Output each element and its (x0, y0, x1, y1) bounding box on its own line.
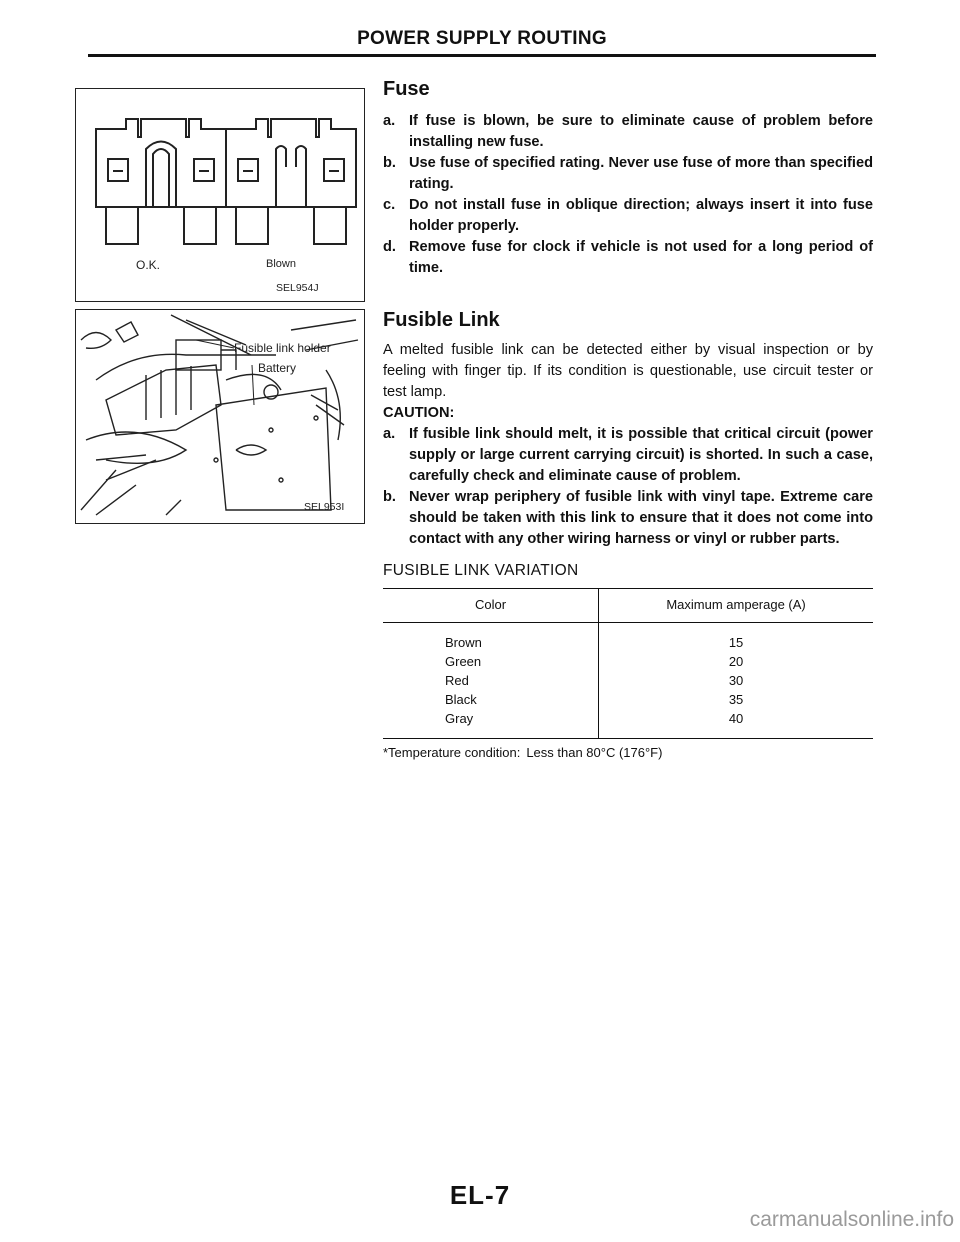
fusible-link-illustration (76, 310, 364, 523)
fuse-figure (75, 88, 365, 302)
fuse-figure-code: SEL954J (276, 282, 319, 294)
caution-label: CAUTION: (383, 405, 455, 421)
caution-item-a (383, 424, 873, 487)
link-figure-code: SEL953I (304, 501, 345, 513)
caution-item-b (383, 487, 873, 550)
list-marker: b. (383, 489, 396, 505)
fuse-item-a (383, 111, 873, 153)
fuse-item-c (383, 195, 873, 237)
fuse-illustration (76, 89, 364, 301)
list-item-text: If fusible link should melt, it is possible that critical circuit (power supply or large current carrying circuit) is shorted. In such a case, carefully check and eliminate cause of problem. (409, 426, 873, 484)
fuse-heading: Fuse (383, 78, 430, 100)
column-header-amperage: Maximum amperage (A) (599, 589, 873, 623)
fusible-link-figure (75, 309, 365, 524)
list-item-text: Use fuse of specified rating. Never use fuse of more than specified rating. (409, 155, 873, 192)
fuse-label-blown: Blown (266, 258, 296, 270)
header-rule (88, 54, 876, 57)
list-item-text: If fuse is blown, be sure to eliminate cause of problem before installing new fuse. (409, 113, 873, 150)
footnote-value: Less than 80°C (176°F) (526, 745, 663, 760)
watermark: carmanualsonline.info (749, 1208, 954, 1231)
cell-amperage: 35 (728, 692, 744, 707)
list-marker: a. (383, 426, 396, 442)
table-row (383, 709, 873, 739)
column-header-color: Color (383, 589, 599, 623)
cell-color: Gray (383, 709, 599, 739)
table-header-row (383, 589, 873, 623)
caution-list (383, 424, 873, 550)
table-row (383, 623, 873, 653)
label-fusible-link-holder: Fusible link holder (234, 341, 331, 355)
fuse-instructions (383, 111, 873, 279)
table-row (383, 690, 873, 709)
list-marker: c. (383, 197, 396, 213)
temperature-footnote (383, 745, 873, 760)
list-marker: d. (383, 239, 396, 255)
label-battery: Battery (258, 361, 297, 375)
list-marker: b. (383, 155, 396, 171)
content-column (383, 78, 873, 760)
footnote-label: *Temperature condition: (383, 745, 521, 760)
cell-color: Green (383, 652, 599, 671)
page-title: POWER SUPPLY ROUTING (357, 28, 607, 49)
fusible-link-heading: Fusible Link (383, 309, 500, 331)
cell-amperage: 15 (728, 635, 744, 650)
cell-amperage: 20 (728, 654, 744, 669)
table-row (383, 671, 873, 690)
cell-color: Brown (383, 623, 599, 653)
cell-color: Red (383, 671, 599, 690)
cell-amperage: 30 (728, 673, 744, 688)
table-row (383, 652, 873, 671)
list-item-text: Never wrap periphery of fusible link with vinyl tape. Extreme care should be taken with this link to ensure that it does not come into contact with any other wiring harness or vinyl or rubber parts. (409, 489, 873, 547)
fuse-item-d (383, 237, 873, 279)
cell-amperage: 40 (728, 711, 744, 726)
variation-title: FUSIBLE LINK VARIATION (383, 562, 579, 579)
fusible-link-intro: A melted fusible link can be detected either by visual inspection or by feeling with finger tip. If its condition is questionable, use circuit tester or test lamp. (383, 342, 873, 400)
list-item-text: Do not install fuse in oblique direction; always insert it into fuse holder properly. (409, 197, 873, 234)
list-item-text: Remove fuse for clock if vehicle is not used for a long period of time. (409, 239, 873, 276)
fusible-link-variation-table (383, 588, 873, 739)
fuse-item-b (383, 153, 873, 195)
list-marker: a. (383, 113, 396, 129)
cell-color: Black (383, 690, 599, 709)
fuse-label-ok: O.K. (136, 258, 161, 272)
page-number: EL-7 (449, 1180, 511, 1210)
